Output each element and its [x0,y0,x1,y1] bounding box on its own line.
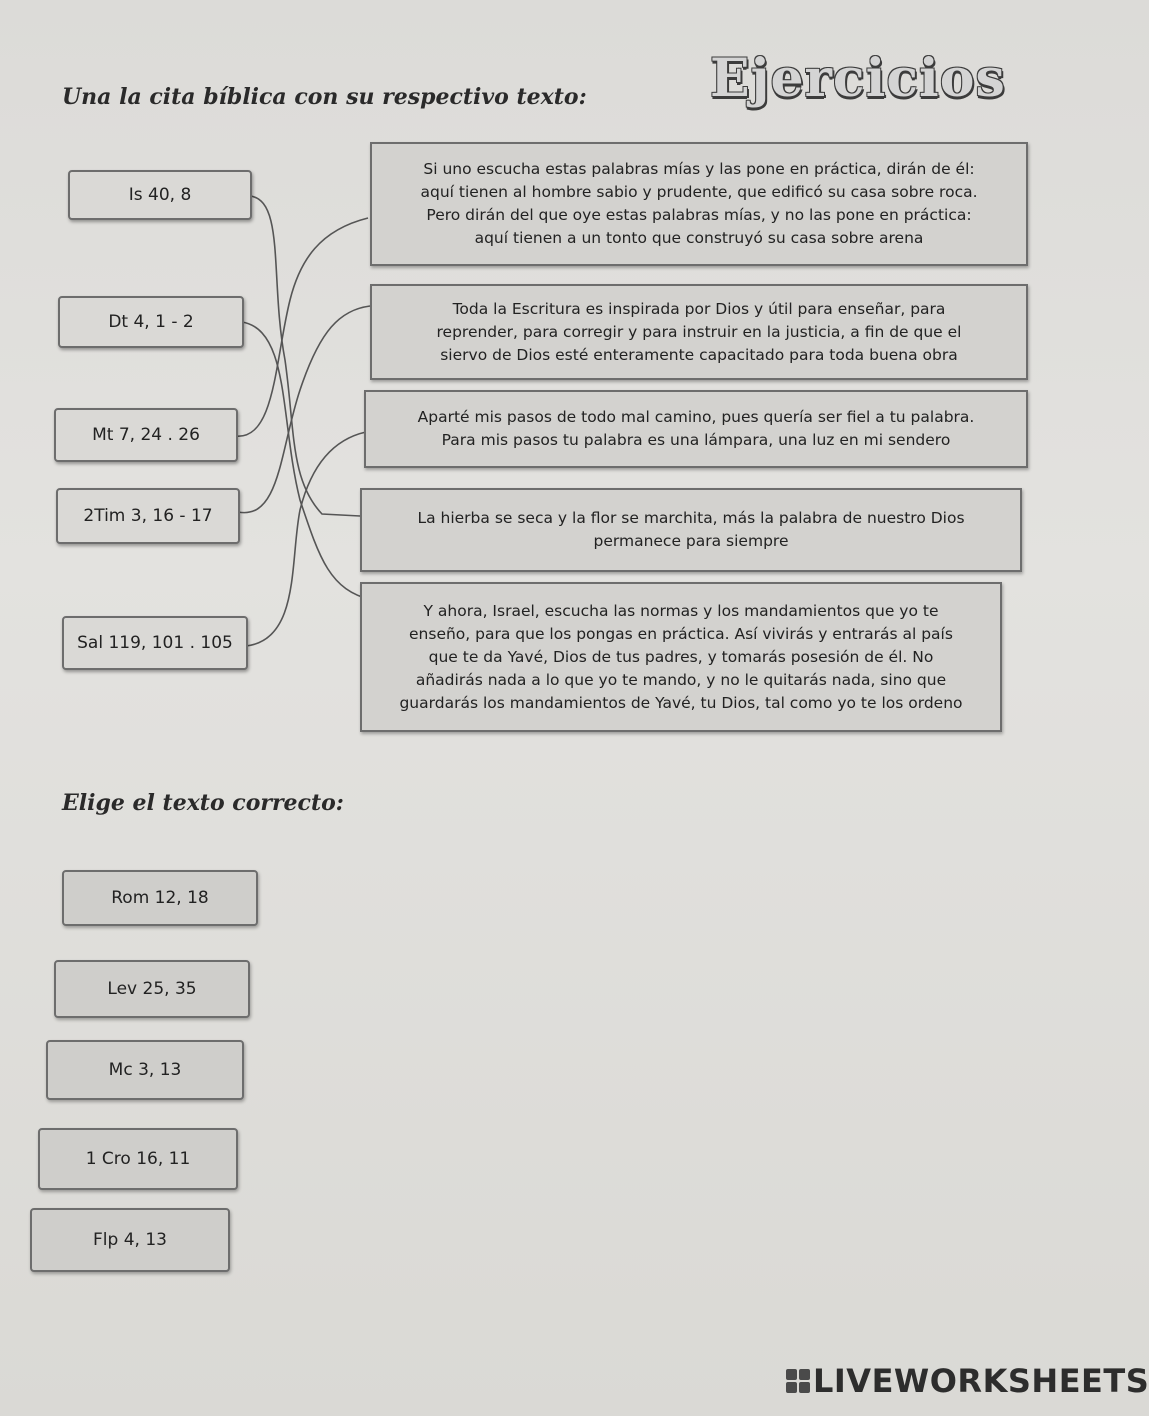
choice-rom[interactable]: Rom 12, 18 [62,870,258,926]
text-line: Aparté mis pasos de todo mal camino, pues quería ser fiel a tu palabra. [417,408,975,426]
text-line: siervo de Dios esté enteramente capacitado para toda buena obra [440,345,958,364]
text-line: guardarás los mandamientos de Yavé, tu Dios, tal como yo te los ordeno [399,693,963,712]
page-title: Ejercicios [710,48,1006,109]
line-is-to-hierba [250,196,360,516]
text-line: aquí tienen al hombre sabio y prudente, que edificó su casa sobre roca. [420,183,978,201]
line-sal-to-pasos [246,432,366,646]
text-line: enseño, para que los pongas en práctica. Así vivirás y entrarás al país [409,624,953,643]
line-tim-to-escritura [238,306,370,513]
brand-label: LIVEWORKSHEETS [813,1362,1149,1400]
choose-instruction: Elige el texto correcto: [62,790,344,816]
text-line: Y ahora, Israel, escucha las normas y los mandamientos que yo te [423,601,939,620]
text-box-hierba[interactable] [360,488,1022,572]
choice-flp[interactable]: Flp 4, 13 [30,1208,230,1272]
text-box-israel[interactable] [360,582,1002,732]
text-box-pasos[interactable] [364,390,1028,468]
text-line: Toda la Escritura es inspirada por Dios y útil para enseñar, para [452,299,946,318]
choice-lev[interactable]: Lev 25, 35 [54,960,250,1018]
text-line: aquí tienen a un tonto que construyó su casa sobre arena [474,229,924,247]
reference-box-is[interactable]: Is 40, 8 [68,170,252,220]
text-line: permanece para siempre [593,532,789,550]
line-dt-to-israel [242,322,372,600]
text-line: que te da Yavé, Dios de tus padres, y tomarás posesión de él. No [428,647,934,666]
reference-box-dt[interactable]: Dt 4, 1 - 2 [58,296,244,348]
matching-instruction: Una la cita bíblica con su respectivo texto: [62,84,587,110]
choice-cro[interactable]: 1 Cro 16, 11 [38,1128,238,1190]
text-box-roca[interactable] [370,142,1028,266]
choice-mc[interactable]: Mc 3, 13 [46,1040,244,1100]
text-box-escritura[interactable] [370,284,1028,380]
text-line: añadirás nada a lo que yo te mando, y no le quitarás nada, sino que [415,670,947,689]
text-line: reprender, para corregir y para instruir en la justicia, a fin de que el [436,322,962,341]
text-line: Si uno escucha estas palabras mías y las pone en práctica, dirán de él: [423,160,975,178]
reference-box-sal[interactable]: Sal 119, 101 . 105 [62,616,248,670]
liveworksheets-brand [786,1362,1149,1400]
reference-box-tim[interactable]: 2Tim 3, 16 - 17 [56,488,240,544]
text-line: Para mis pasos tu palabra es una lámpara, una luz en mi sendero [441,431,951,449]
liveworksheets-logo-icon [786,1369,810,1393]
reference-box-mt[interactable]: Mt 7, 24 . 26 [54,408,238,462]
text-line: Pero dirán del que oye estas palabras mías, y no las pone en práctica: [426,206,972,224]
text-line: La hierba se seca y la flor se marchita, más la palabra de nuestro Dios [417,509,965,527]
